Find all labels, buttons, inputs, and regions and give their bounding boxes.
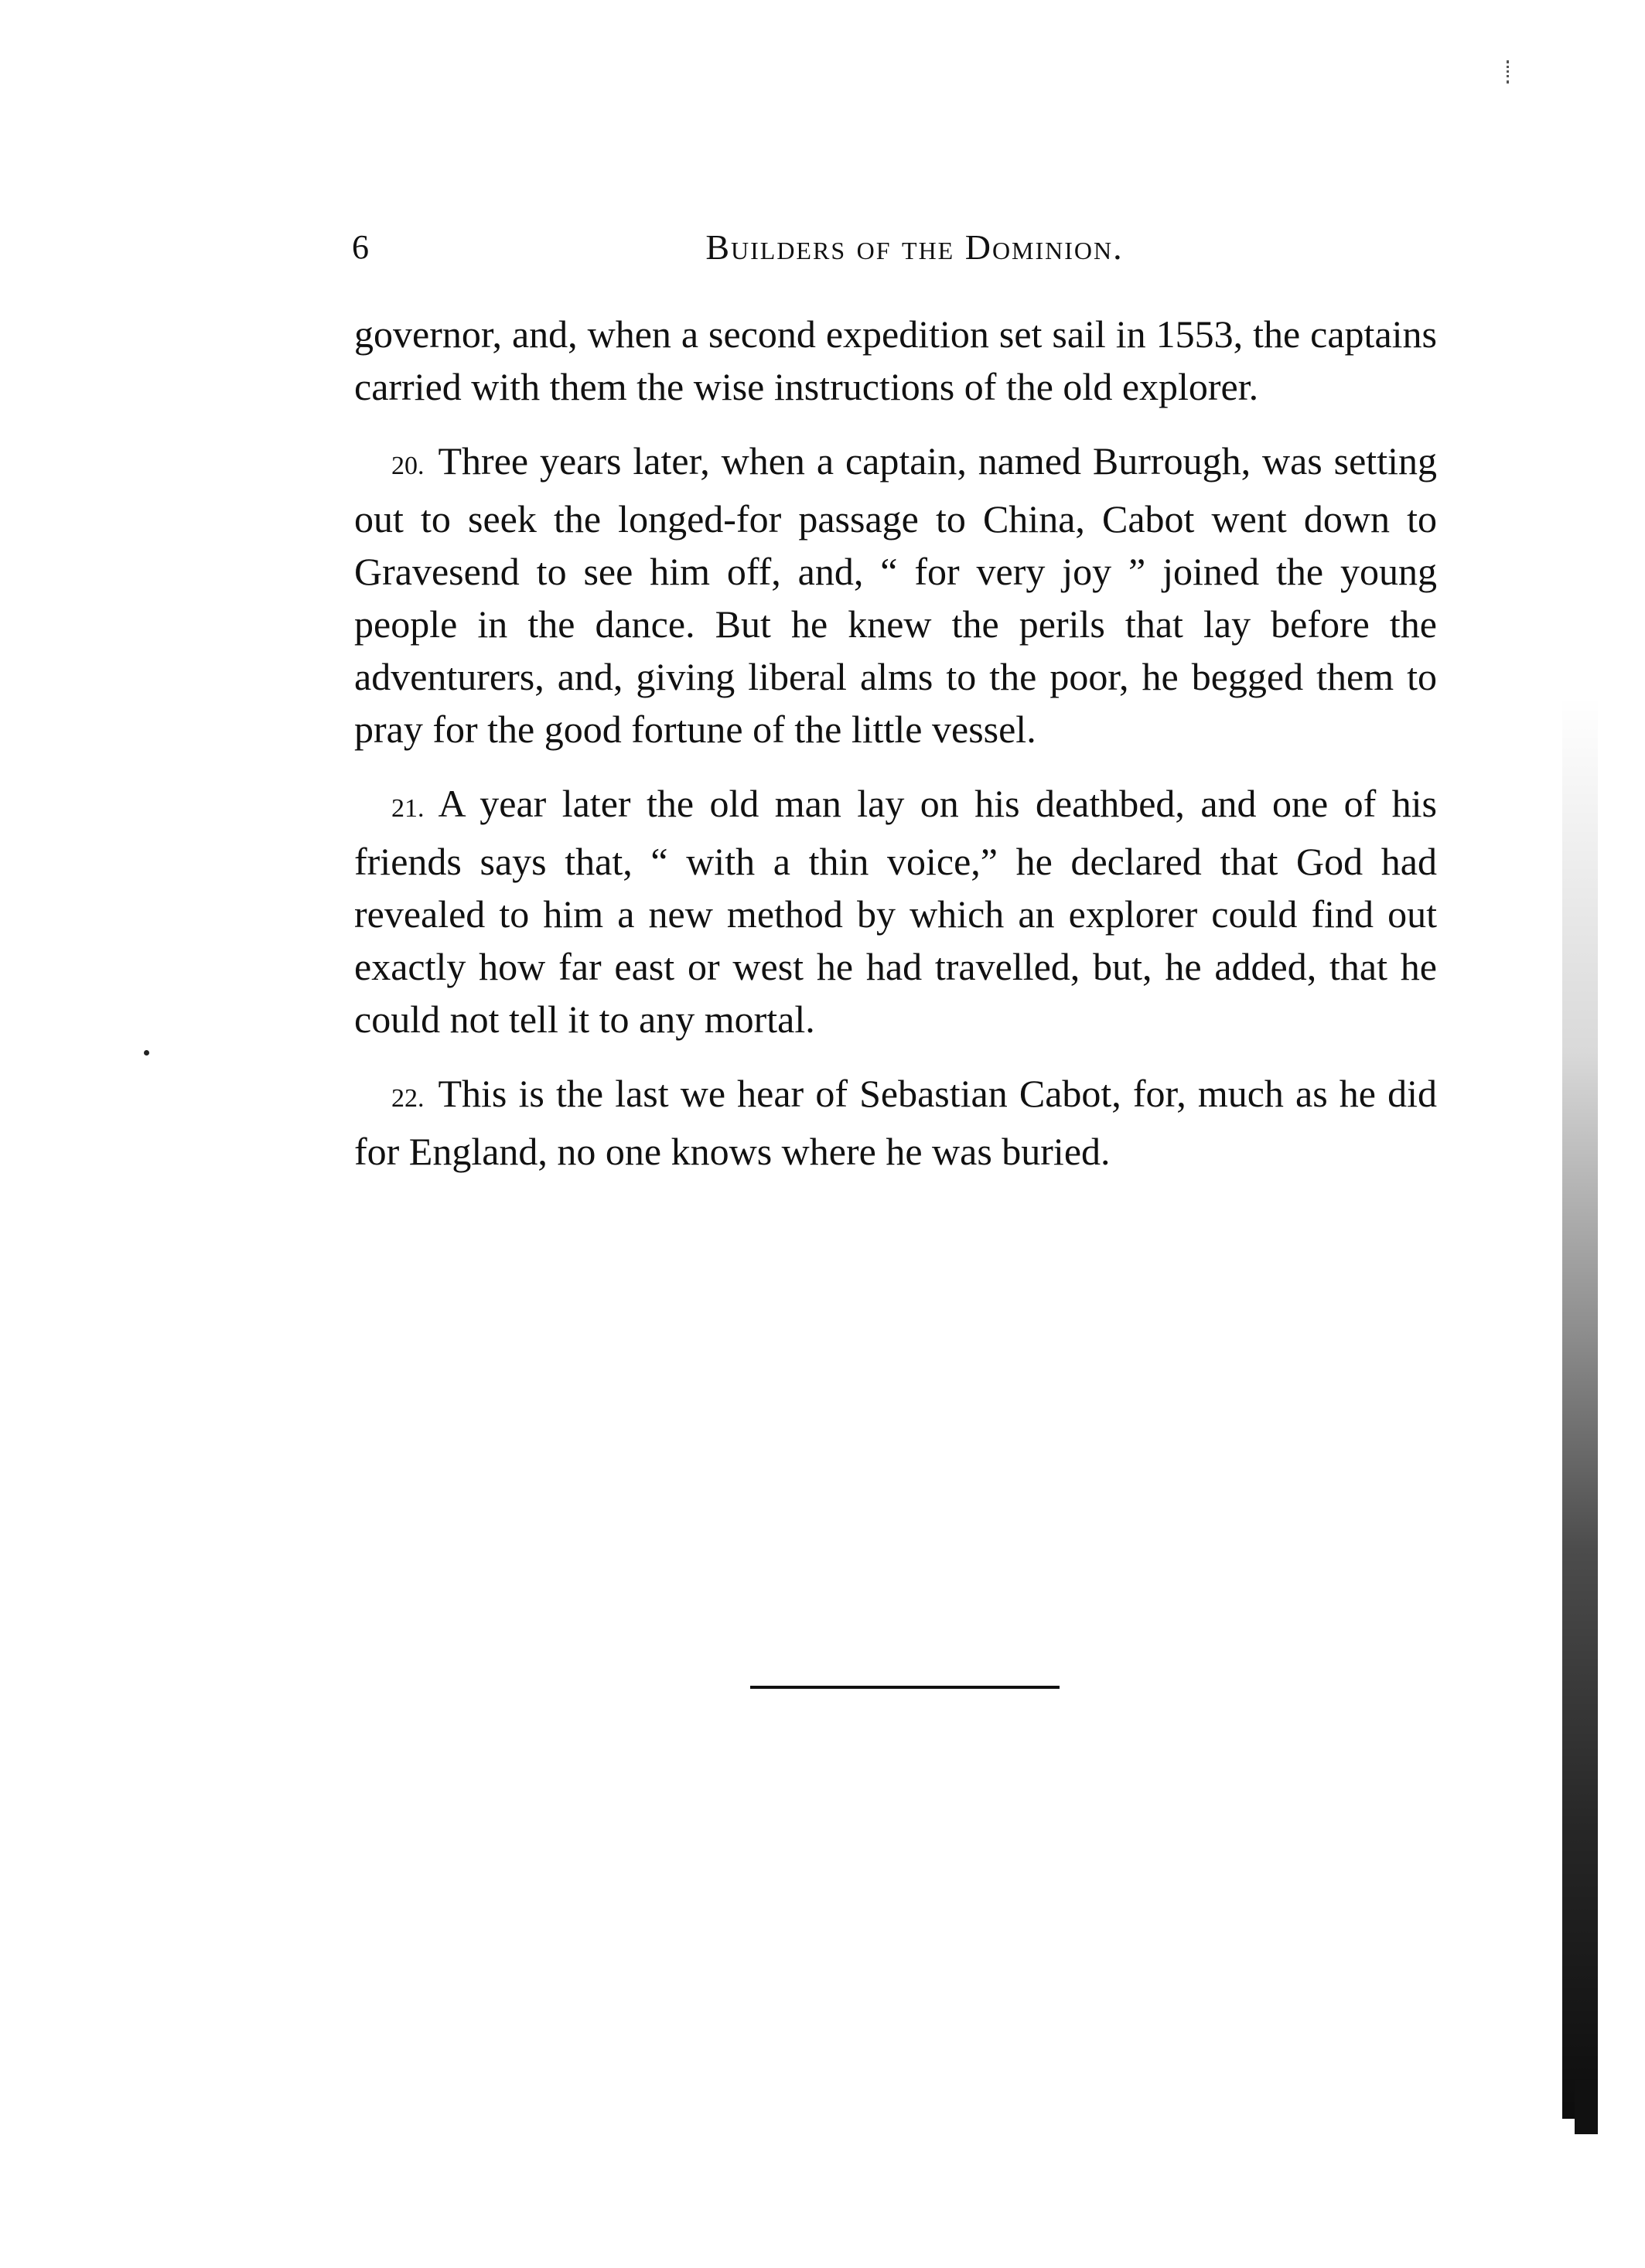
paragraph-number: 22.	[391, 1084, 425, 1113]
paragraph-text: Three years later, when a captain, named Burrough, was setting out to seek the longed-for passage to China, Cabot went down to Gravesend to see him off, and, “ for very joy ” joined the young people in the dance. But he knew the perils that lay before the adventurers, and, giving liberal alms to the poor, he begged them to pray for the good fortune of the little vessel.	[354, 439, 1437, 751]
margin-speck	[144, 1050, 149, 1056]
opening-fragment-paragraph: governor, and, when a second expedition set sail in 1553, the captains carried with them the wise instructions of the old explorer.	[354, 312, 1437, 408]
paragraph-number: 21.	[391, 794, 425, 823]
paragraph-22	[354, 1067, 1437, 1178]
page-number: 6	[352, 228, 369, 266]
running-head	[352, 224, 1431, 278]
paragraph-text: This is the last we hear of Sebastian Cabot, for, much as he did for England, no one knows where he was buried.	[354, 1072, 1437, 1173]
body-text	[354, 308, 1437, 1199]
page-edge-shadow	[1562, 696, 1598, 2119]
paragraph-20	[354, 435, 1437, 755]
paragraph-text: A year later the old man lay on his deathbed, and one of his friends says that, “ with a thin voice,” he declared that God had revealed to him a new method by which an explorer could find out exactly how far east or west he had travelled, but, he added, that he could not tell it to any mortal.	[354, 782, 1437, 1041]
paragraph-number: 20.	[391, 452, 425, 480]
running-title: Builders of the Dominion.	[705, 227, 1124, 267]
page-edge-shadow-bottom	[1575, 2080, 1598, 2134]
paragraph-21	[354, 777, 1437, 1045]
section-end-rule	[750, 1686, 1060, 1689]
scan-speck-mark	[1507, 60, 1514, 84]
